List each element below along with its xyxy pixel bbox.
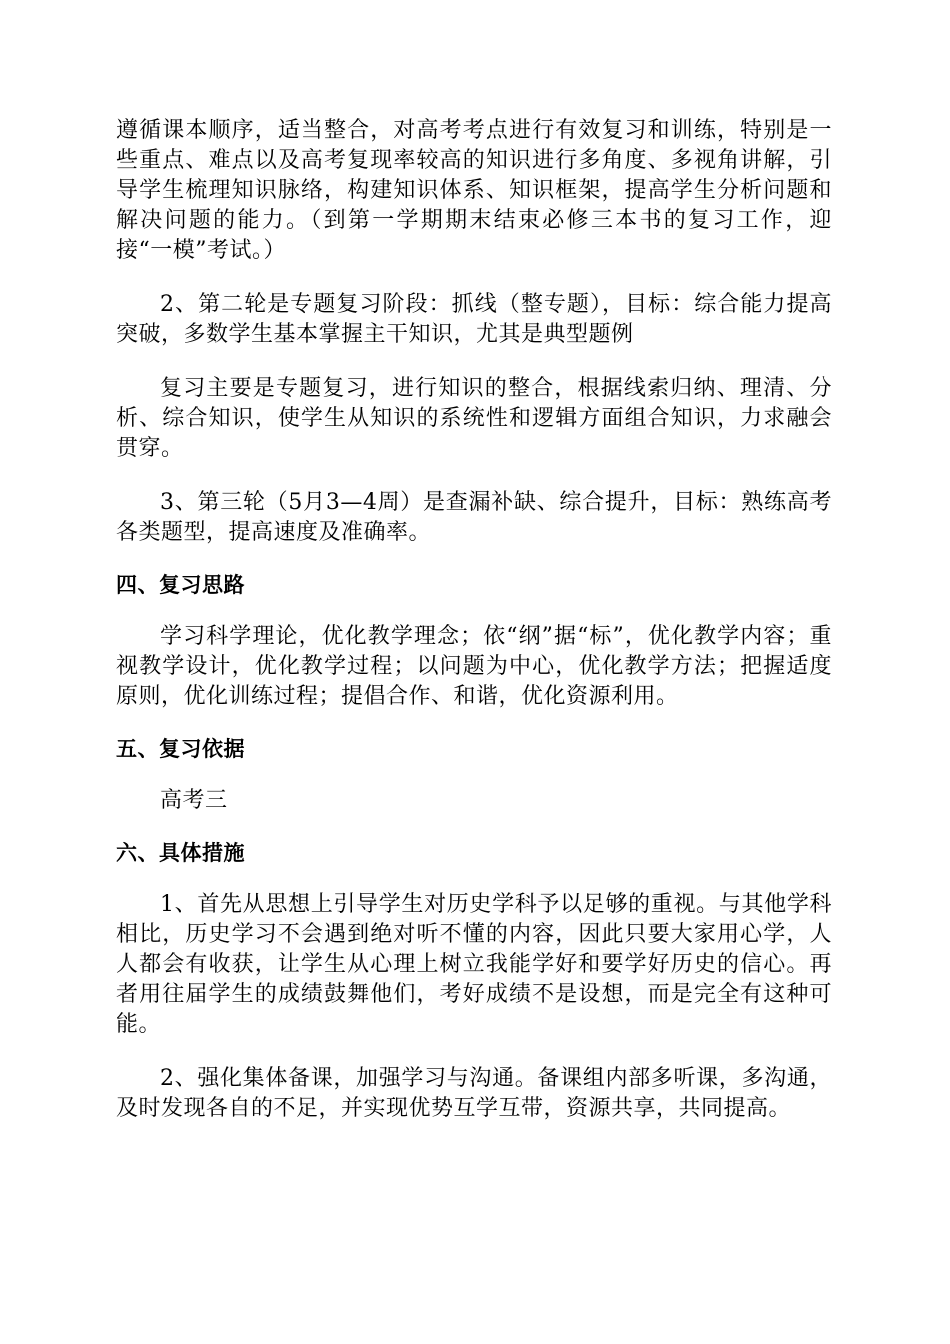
paragraph-intro: 遵循课本顺序，适当整合，对高考考点进行有效复习和训练，特别是一些重点、难点以及高考复现率较高的知识进行多角度、多视角讲解，引导学生梳理知识脉络，构建知识体系、知识框架，提高学生分析问题和解决问题的能力。（到第一学期期末结束必修三本书的复习工作，迎接“一模”考试。） <box>116 118 832 263</box>
document-page <box>116 116 832 1124</box>
paragraph-round-two: 2、第二轮是专题复习阶段：抓线（整专题），目标：综合能力提高突破，多数学生基本掌握主干知识，尤其是典型题例 <box>116 292 832 347</box>
section-heading-review-basis: 五、复习依据 <box>116 737 245 761</box>
paragraph-measure-two: 2、强化集体备课，加强学习与沟通。备课组内部多听课，多沟通，及时发现各自的不足，并实现优势互学互带，资源共享，共同提高。 <box>116 1066 832 1121</box>
paragraph-measure-one: 1、首先从思想上引导学生对历史学科予以足够的重视。与其他学科相比，历史学习不会遇到绝对听不懂的内容，因此只要大家用心学，人人都会有收获，让学生从心理上树立我能学好和要学好历史的信心。再者用往届学生的成绩鼓舞他们，考好成绩不是设想，而是完全有这种可能。 <box>116 892 832 1037</box>
section-heading-specific-measures: 六、具体措施 <box>116 841 245 865</box>
paragraph-round-three: 3、第三轮（5月3—4周）是查漏补缺、综合提升，目标：熟练高考各类题型，提高速度及准确率。 <box>116 490 832 545</box>
section-heading-review-approach: 四、复习思路 <box>116 573 245 597</box>
paragraph-review-approach: 学习科学理论，优化教学理念；依“纲”据“标”，优化教学内容；重视教学设计，优化教学过程；以问题为中心，优化教学方法；把握适度原则，优化训练过程；提倡合作、和谐，优化资源利用。 <box>116 624 832 709</box>
paragraph-round-two-detail: 复习主要是专题复习，进行知识的整合，根据线索归纳、理清、分析、综合知识，使学生从知识的系统性和逻辑方面组合知识，力求融会贯穿。 <box>116 376 832 461</box>
paragraph-review-basis: 高考三 <box>160 788 228 813</box>
